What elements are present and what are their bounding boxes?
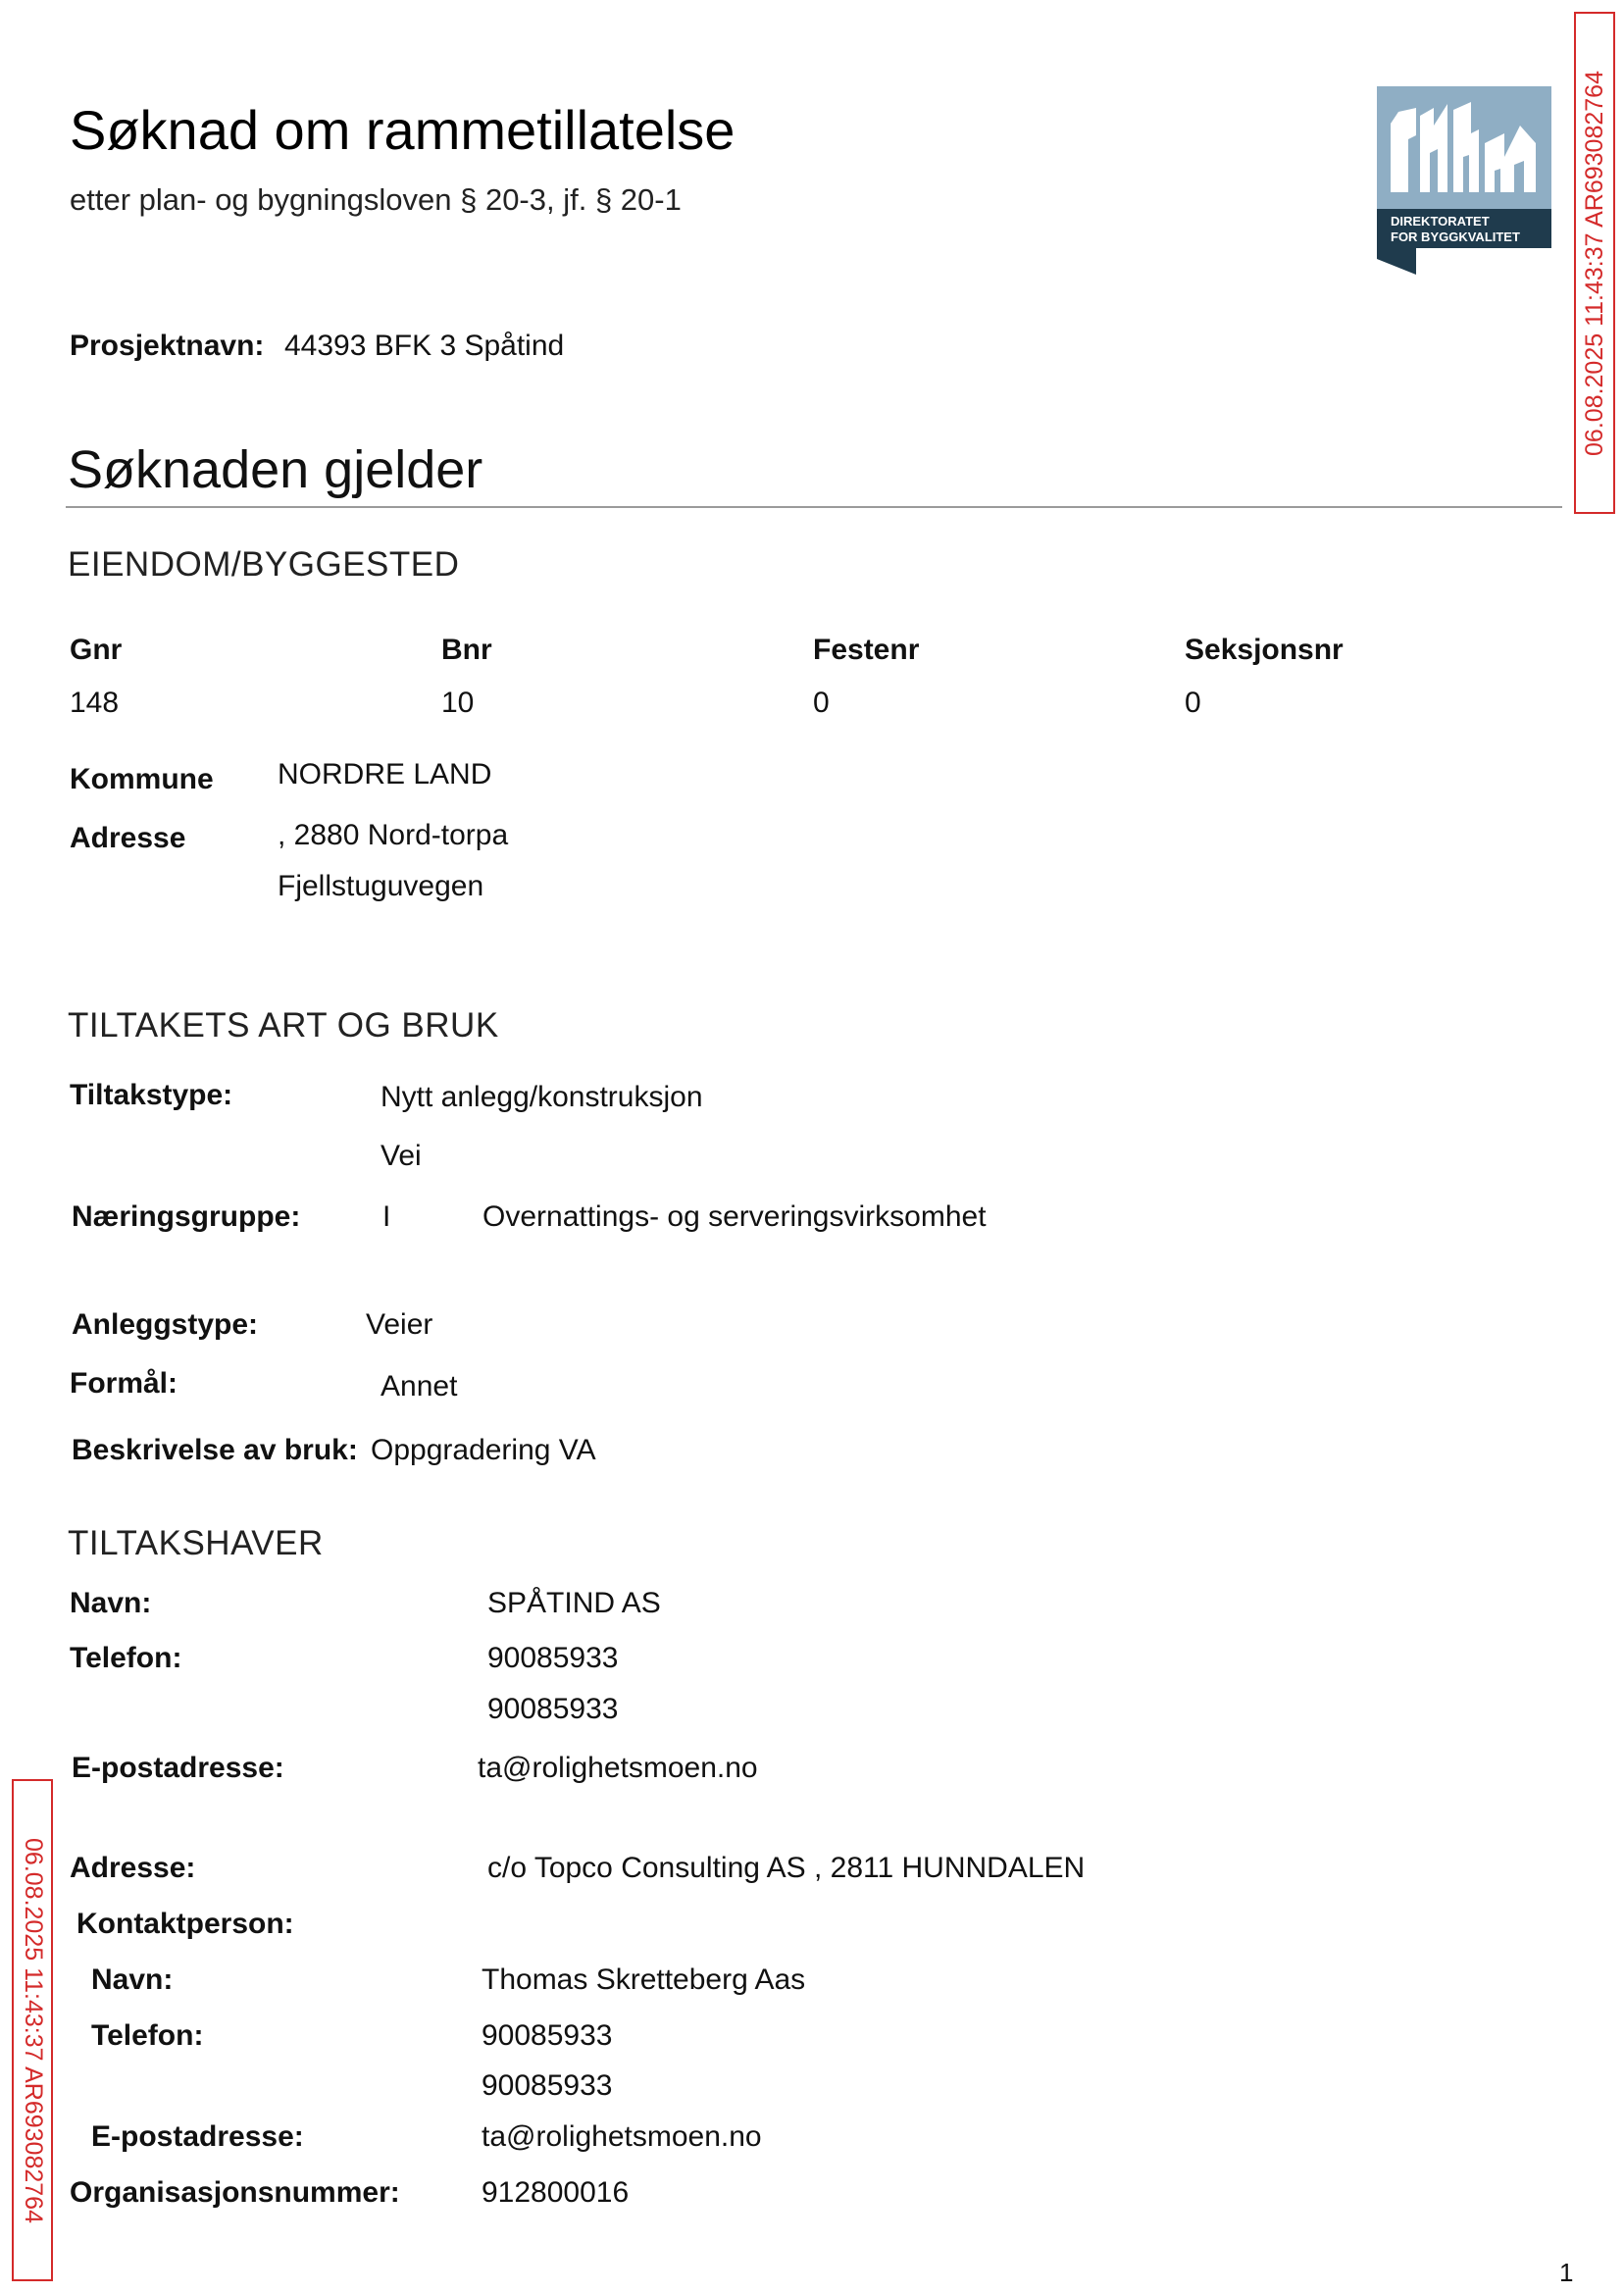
beskrivelse-label: Beskrivelse av bruk: — [72, 1434, 358, 1466]
seksjonsnr-label: Seksjonsnr — [1185, 634, 1344, 666]
formal-label: Formål: — [70, 1367, 178, 1400]
project-name-label: Prosjektnavn: — [70, 330, 265, 362]
beskrivelse-value: Oppgradering VA — [371, 1434, 596, 1466]
archive-stamp-top-text: 06.08.2025 11:43:37 AR693082764 — [1580, 70, 1608, 456]
gnr-label: Gnr — [70, 634, 123, 666]
bnr-value: 10 — [441, 687, 475, 719]
anleggstype-label: Anleggstype: — [72, 1308, 259, 1341]
archive-stamp-top — [1574, 12, 1615, 514]
bnr-label: Bnr — [441, 634, 492, 666]
tiltakshaver-telefon-label: Telefon: — [70, 1642, 182, 1674]
archive-stamp-left-text: 06.08.2025 11:43:37 AR693082764 — [19, 1837, 47, 2223]
logo-text-line1: DIREKTORATET — [1391, 214, 1490, 229]
kontaktperson-label: Kontaktperson: — [76, 1908, 294, 1940]
dibk-logo — [1377, 86, 1551, 275]
adresse-label: Adresse — [70, 822, 186, 854]
section-divider — [66, 506, 1562, 508]
tiltak-heading: TILTAKETS ART OG BRUK — [68, 1006, 499, 1045]
kontakt-navn-value: Thomas Skretteberg Aas — [482, 1963, 806, 1996]
tiltakshaver-epost-value: ta@rolighetsmoen.no — [478, 1752, 758, 1784]
orgnr-label: Organisasjonsnummer: — [70, 2176, 400, 2209]
logo-text-line2: FOR BYGGKVALITET — [1391, 229, 1520, 244]
page-number: 1 — [1559, 2258, 1574, 2287]
tiltakshaver-navn-value: SPÅTIND AS — [487, 1587, 661, 1619]
tiltakshaver-heading: TILTAKSHAVER — [68, 1524, 324, 1562]
document-subtitle: etter plan- og bygningsloven § 20-3, jf. § 20-1 — [70, 182, 682, 217]
tiltakshaver-epost-label: E-postadresse: — [72, 1752, 284, 1784]
kontakt-epost-value: ta@rolighetsmoen.no — [482, 2120, 762, 2153]
adresse-line2: Fjellstuguvegen — [278, 870, 484, 902]
tiltakstype-value-1: Nytt anlegg/konstruksjon — [381, 1081, 703, 1113]
anleggstype-value: Veier — [366, 1308, 433, 1341]
formal-value: Annet — [381, 1370, 458, 1402]
kontakt-navn-label: Navn: — [91, 1963, 174, 1996]
kommune-label: Kommune — [70, 763, 214, 795]
tiltakshaver-adresse-label: Adresse: — [70, 1852, 196, 1884]
tiltakshaver-telefon-2: 90085933 — [487, 1693, 619, 1725]
kommune-value: NORDRE LAND — [278, 758, 492, 790]
naeringsgruppe-label: Næringsgruppe: — [72, 1200, 301, 1233]
festenr-label: Festenr — [813, 634, 920, 666]
project-name-value: 44393 BFK 3 Spåtind — [284, 330, 565, 362]
document-title: Søknad om rammetillatelse — [70, 99, 736, 161]
gnr-value: 148 — [70, 687, 120, 719]
tiltakstype-value-2: Vei — [381, 1140, 422, 1172]
property-heading: EIENDOM/BYGGESTED — [68, 545, 460, 584]
kontakt-telefon-2: 90085933 — [482, 2069, 613, 2102]
kontakt-telefon-1: 90085933 — [482, 2019, 613, 2052]
adresse-line1: , 2880 Nord-torpa — [278, 819, 509, 851]
festenr-value: 0 — [813, 687, 830, 719]
seksjonsnr-value: 0 — [1185, 687, 1201, 719]
tiltakshaver-adresse-value: c/o Topco Consulting AS , 2811 HUNNDALEN — [487, 1852, 1086, 1884]
tiltakstype-label: Tiltakstype: — [70, 1079, 233, 1111]
naeringsgruppe-value: Overnattings- og serveringsvirksomhet — [482, 1200, 987, 1233]
archive-stamp-left — [12, 1779, 53, 2281]
kontakt-epost-label: E-postadresse: — [91, 2120, 304, 2153]
orgnr-value: 912800016 — [482, 2176, 630, 2209]
naeringsgruppe-code: I — [382, 1200, 391, 1233]
tiltakshaver-navn-label: Navn: — [70, 1587, 152, 1619]
tiltakshaver-telefon-1: 90085933 — [487, 1642, 619, 1674]
section-title: Søknaden gjelder — [68, 440, 483, 499]
kontakt-telefon-label: Telefon: — [91, 2019, 204, 2052]
